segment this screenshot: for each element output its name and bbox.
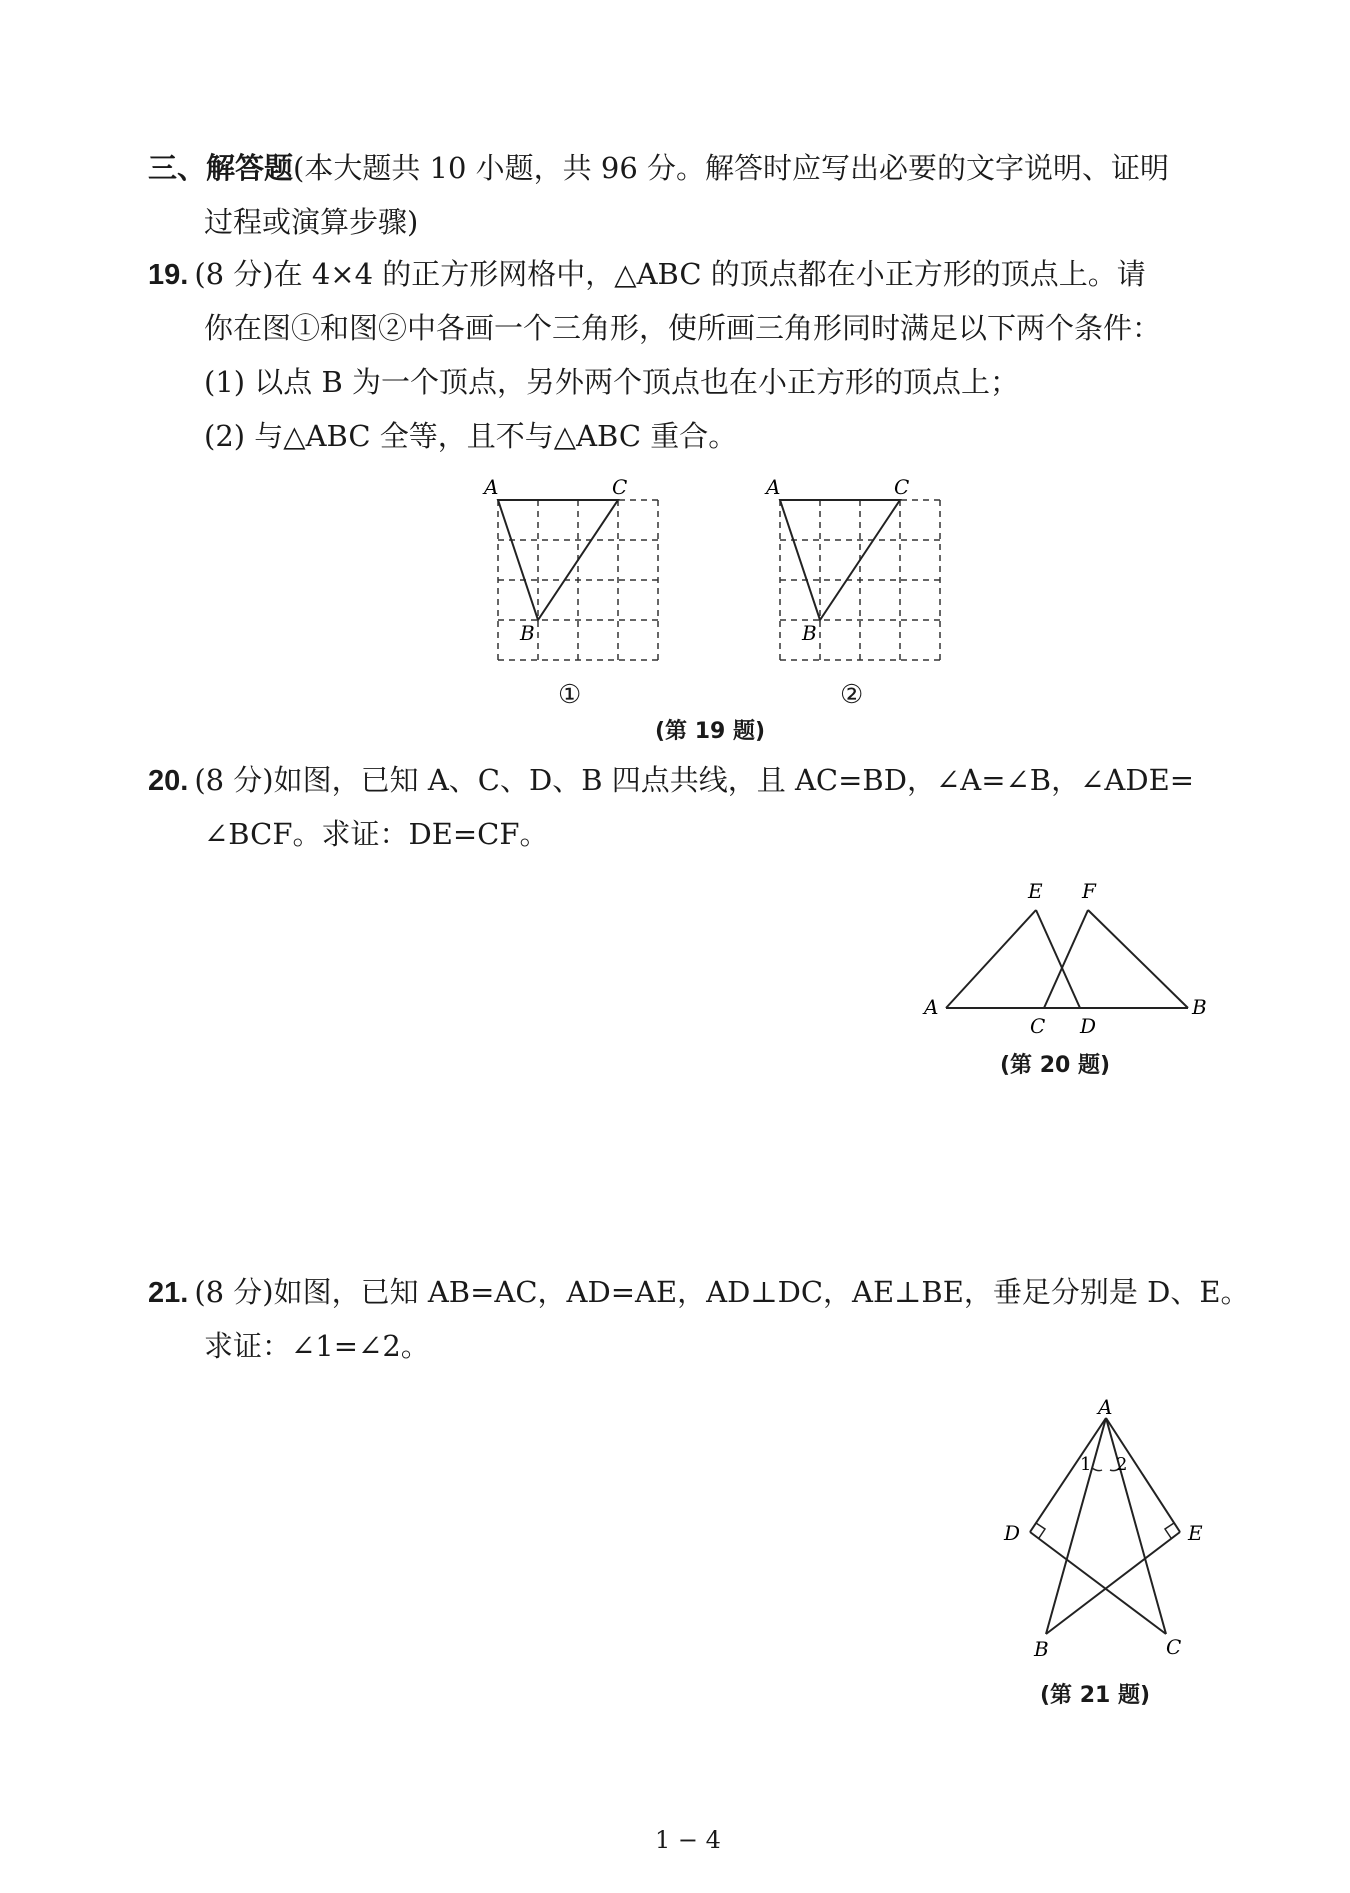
- q21-line1: [148, 1272, 1250, 1313]
- segment-be: [1046, 1532, 1180, 1634]
- q21-line2: 求证：∠1=∠2。: [204, 1329, 430, 1363]
- label-c: C: [894, 475, 910, 499]
- label-d: D: [1004, 1521, 1021, 1545]
- q20-figure: [910, 870, 1210, 1038]
- label-b: B: [1192, 995, 1207, 1019]
- label-e: E: [1188, 1521, 1203, 1545]
- q19-fig1-label: ①: [558, 680, 582, 710]
- q20-number: 20.: [148, 765, 189, 797]
- q19-line1: [148, 254, 1146, 295]
- q20-text1: (8 分)如图，已知 A、C、D、B 四点共线，且 AC=BD，∠A=∠B，∠ADE=: [194, 763, 1195, 797]
- q19-caption: (第 19 题): [655, 719, 766, 744]
- segment-ac: [1106, 1418, 1166, 1634]
- angle-label-1: 1: [1080, 1454, 1092, 1475]
- q19-line2: 你在图①和图②中各画一个三角形，使所画三角形同时满足以下两个条件：: [204, 311, 1162, 345]
- q19-cond2: (2) 与△ABC 全等，且不与△ABC 重合。: [204, 419, 738, 453]
- label-a: A: [484, 475, 499, 499]
- page-number: 1 − 4: [655, 1826, 721, 1854]
- angle-arc-1: [1092, 1468, 1102, 1471]
- segment-cf: [1044, 910, 1088, 1008]
- right-angle-mark-d: [1036, 1523, 1045, 1538]
- q20-line2: ∠BCF。求证：DE=CF。: [204, 817, 549, 851]
- triangle-abc: [780, 500, 900, 620]
- label-a: A: [1098, 1395, 1113, 1419]
- section-header: [148, 148, 1169, 188]
- angle-label-2: 2: [1116, 1454, 1128, 1475]
- label-c: C: [612, 475, 628, 499]
- q21-caption: (第 21 题): [1040, 1683, 1151, 1708]
- section-title: 三、解答题: [148, 151, 294, 185]
- q19-text1: (8 分)在 4×4 的正方形网格中，△ABC 的顶点都在小正方形的顶点上。请: [194, 257, 1146, 291]
- label-d: D: [1080, 1014, 1097, 1038]
- q19-number: 19.: [148, 259, 189, 291]
- segment-ab: [1046, 1418, 1106, 1634]
- label-c: C: [1166, 1635, 1182, 1659]
- segment-ae: [946, 910, 1036, 1008]
- label-b: B: [520, 621, 535, 645]
- q21-text1: (8 分)如图，已知 AB=AC，AD=AE，AD⊥DC，AE⊥BE，垂足分别是 D、E。: [194, 1275, 1250, 1309]
- q19-fig2-label: ②: [840, 680, 864, 710]
- label-a: A: [766, 475, 781, 499]
- label-c: C: [1030, 1014, 1046, 1038]
- q19-cond1: (1) 以点 B 为一个顶点，另外两个顶点也在小正方形的顶点上；: [204, 365, 1020, 399]
- segment-ed: [1036, 910, 1080, 1008]
- right-angle-mark-e: [1165, 1523, 1174, 1538]
- segment-ae: [1106, 1418, 1180, 1532]
- q19-figure-1: [480, 470, 670, 670]
- triangle-abc: [498, 500, 618, 620]
- q21-figure: [990, 1390, 1230, 1660]
- section-note: (本大题共 10 小题，共 96 分。解答时应写出必要的文字说明、证明: [293, 151, 1170, 185]
- label-b: B: [1034, 1637, 1049, 1661]
- label-a: A: [924, 995, 939, 1019]
- segment-fb: [1088, 910, 1188, 1008]
- segment-ad: [1030, 1418, 1106, 1532]
- q20-caption: (第 20 题): [1000, 1053, 1111, 1078]
- label-e: E: [1028, 879, 1043, 903]
- label-f: F: [1082, 879, 1096, 903]
- section-note-cont: 过程或演算步骤): [204, 205, 419, 239]
- q19-figure-2: [762, 470, 952, 670]
- label-b: B: [802, 621, 817, 645]
- q20-line1: [148, 760, 1194, 801]
- q21-number: 21.: [148, 1277, 189, 1309]
